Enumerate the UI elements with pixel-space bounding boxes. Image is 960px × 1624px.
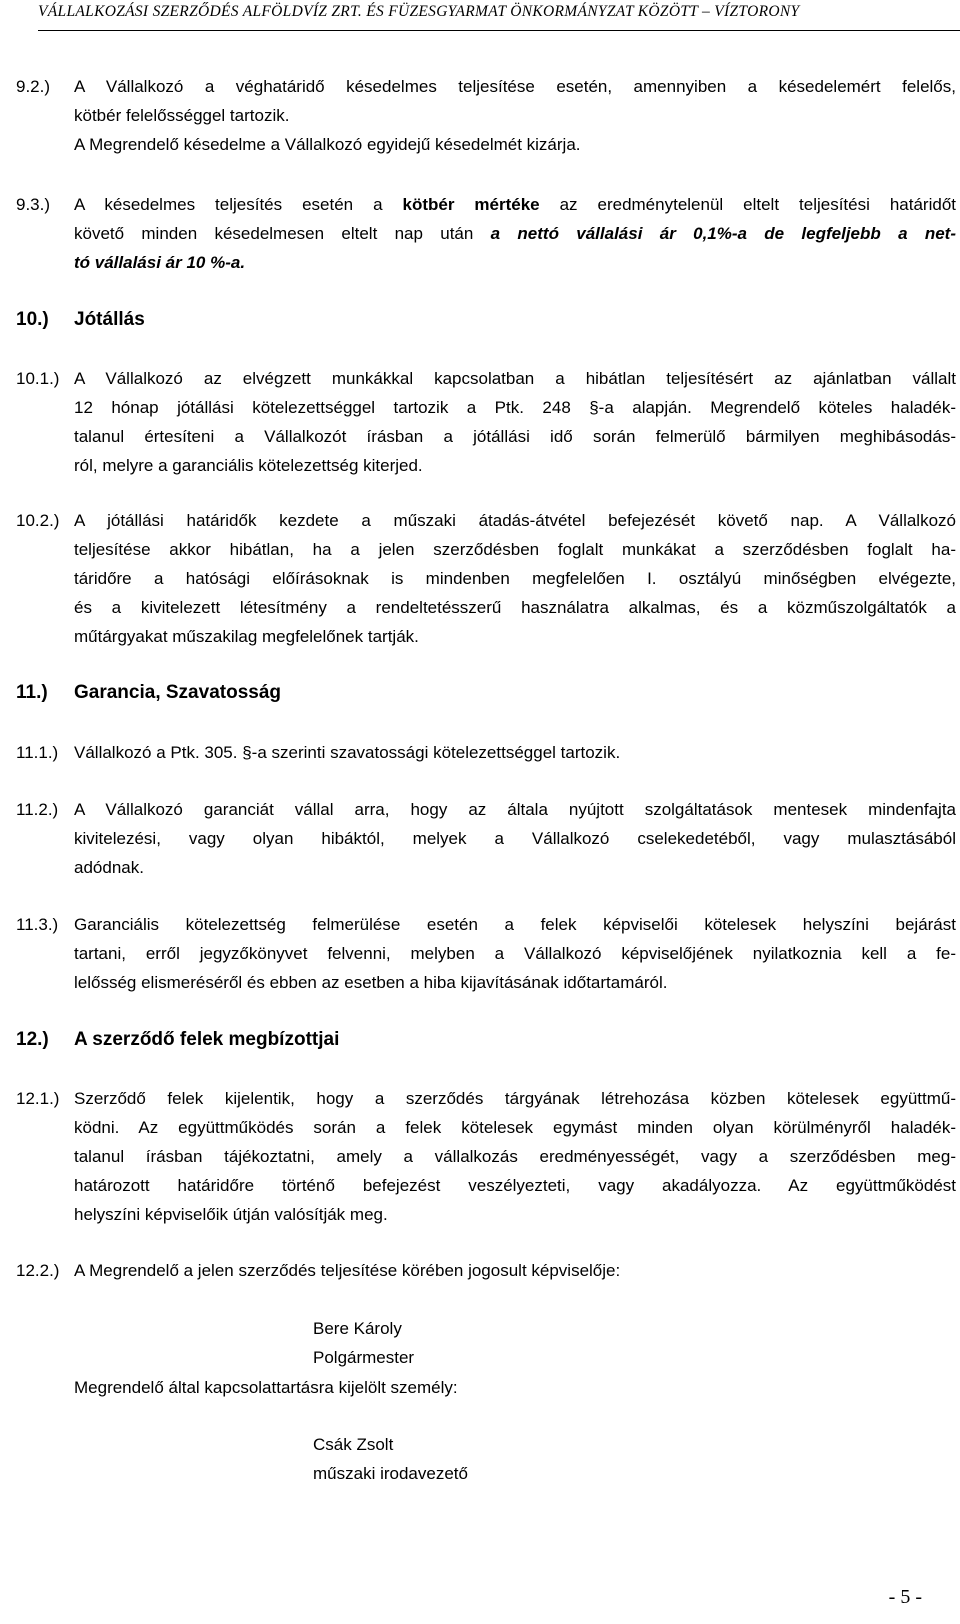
paragraph-line: Szerződő felek kijelentik, hogy a szerződés tárgyának létrehozása közben kötelesek együttmű- — [74, 1089, 956, 1108]
section-11-heading — [16, 678, 960, 707]
section-number: 10.2.) — [16, 511, 60, 530]
bold-run: kötbér mértéke — [402, 195, 540, 214]
paragraph-line: tartani, erről jegyzőkönyvet felvenni, melyben a Vállalkozó képviselőjének nyilatkoznia kell a fe- — [74, 944, 956, 963]
page-number: - 5 - — [888, 1586, 922, 1608]
paragraph-line: határozott határidőre történő befejezést veszélyezteti, vagy akadályozza. Az együttműködést — [74, 1176, 956, 1195]
paragraph-line: teljesítése akkor hibátlan, ha a jelen szerződésben foglalt munkákat a szerződésben foglalt ha- — [74, 540, 956, 559]
text-run: az eredménytelenül eltelt teljesítési határidőt — [539, 195, 956, 214]
paragraph-line: A Vállalkozó garanciát vállal arra, hogy az általa nyújtott szolgáltatások mentesek mindenfajta — [74, 800, 956, 819]
paragraph-line: és a kivitelezett létesítmény a rendeltetésszerű használatra alkalmas, és a közműszolgáltatók a — [74, 598, 956, 617]
section-9-3 — [16, 190, 960, 277]
paragraph-line: Garanciális kötelezettség felmerülése esetén a felek képviselői kötelesek helyszíni bejárást — [74, 915, 956, 934]
section-12-2 — [16, 1256, 960, 1285]
section-title: A szerződő felek megbízottjai — [74, 1029, 340, 1050]
paragraph-line: kivitelezési, vagy olyan hibáktól, melyek a Vállalkozó cselekedetéből, vagy mulasztásából — [74, 829, 956, 848]
page-header: VÁLLALKOZÁSI SZERZŐDÉS ALFÖLDVÍZ ZRT. ÉS FÜZESGYARMAT ÖNKORMÁNYZAT KÖZÖTT – VÍZTORONY — [38, 3, 800, 20]
section-number: 11.1.) — [16, 743, 59, 762]
paragraph-line: helyszíni képviselőik útján valósítják meg. — [74, 1205, 388, 1224]
section-11-1 — [16, 738, 960, 767]
header-rule — [38, 30, 960, 31]
paragraph-line: Vállalkozó a Ptk. 305. §-a szerinti szavatossági kötelezettséggel tartozik. — [74, 743, 621, 762]
paragraph-line: A Megrendelő késedelme a Vállalkozó egyidejű késedelmét kizárja. — [74, 135, 581, 154]
paragraph-line: lelősség elismeréséről és ebben az esetben a hiba kijavításának időtartamáról. — [74, 973, 668, 992]
section-number: 10.) — [16, 309, 49, 330]
section-title: Garancia, Szavatosság — [74, 682, 281, 703]
section-number: 12.) — [16, 1029, 49, 1050]
section-10-1 — [16, 364, 960, 480]
paragraph-line: talanul értesíteni a Vállalkozót írásban a jótállási idő során felmerülő bármilyen meghibásodás- — [74, 427, 956, 446]
text-run: A késedelmes teljesítés esetén a — [74, 195, 403, 214]
paragraph-line — [74, 248, 956, 277]
text-run: követő minden késedelmesen eltelt nap után — [74, 224, 491, 243]
section-10-2 — [16, 506, 960, 651]
section-number: 10.1.) — [16, 369, 60, 388]
representative-name: Bere Károly — [313, 1319, 402, 1338]
paragraph-line: ról, melyre a garanciális kötelezettség kiterjed. — [74, 456, 423, 475]
section-number: 11.3.) — [16, 915, 59, 934]
bold-italic-run: a nettó vállalási ár 0,1%-a de legfeljebb a net- — [490, 224, 956, 243]
section-number: 9.2.) — [16, 77, 51, 96]
section-12-1 — [16, 1084, 960, 1229]
contact-person-name: Csák Zsolt — [313, 1435, 394, 1454]
paragraph-line: kötbér felelősséggel tartozik. — [74, 106, 290, 125]
representative-role: Polgármester — [313, 1348, 415, 1367]
paragraph-line — [74, 190, 956, 219]
paragraph-line: adódnak. — [74, 858, 144, 877]
contact-person-role: műszaki irodavezető — [313, 1464, 468, 1483]
paragraph-line: táridőre a hatósági előírásoknak is mindenben megfelelően I. osztályú minőségben elvégezte, — [74, 569, 956, 588]
section-number: 12.2.) — [16, 1261, 60, 1280]
section-number: 9.3.) — [16, 195, 51, 214]
bold-italic-run: tó vállalási ár 10 %-a. — [74, 253, 246, 272]
section-number: 11.) — [16, 682, 48, 703]
paragraph-line: ködni. Az együttműködés során a felek kötelesek egymást minden olyan körülményről haladék- — [74, 1118, 956, 1137]
section-9-2 — [16, 72, 960, 159]
section-number: 12.1.) — [16, 1089, 60, 1108]
paragraph-line: 12 hónap jótállási kötelezettséggel tartozik a Ptk. 248 §-a alapján. Megrendelő köteles haladék- — [74, 398, 956, 417]
section-10-heading — [16, 305, 960, 334]
paragraph-line: A Vállalkozó a véghatáridő késedelmes teljesítése esetén, amennyiben a késedelemért felelős, — [74, 77, 956, 96]
section-number: 11.2.) — [16, 800, 59, 819]
paragraph-line: A Vállalkozó az elvégzett munkákkal kapcsolatban a hibátlan teljesítésért az ajánlatban vállalt — [74, 369, 956, 388]
section-title: Jótállás — [74, 309, 145, 330]
section-11-3 — [16, 910, 960, 997]
paragraph-line: talanul írásban tájékoztatni, amely a vállalkozás eredményességét, vagy a szerződésben meg- — [74, 1147, 956, 1166]
paragraph-line: A jótállási határidők kezdete a műszaki átadás-átvétel befejezését követő nap. A Vállalkozó — [74, 511, 956, 530]
section-11-2 — [16, 795, 960, 882]
contact-person-label: Megrendelő által kapcsolattartásra kijelölt személy: — [74, 1378, 458, 1397]
section-12-heading — [16, 1025, 960, 1054]
paragraph-line: műtárgyakat műszakilag megfelelőnek tartják. — [74, 627, 419, 646]
paragraph-line: A Megrendelő a jelen szerződés teljesítése körében jogosult képviselője: — [74, 1261, 621, 1280]
paragraph-line — [74, 219, 956, 248]
